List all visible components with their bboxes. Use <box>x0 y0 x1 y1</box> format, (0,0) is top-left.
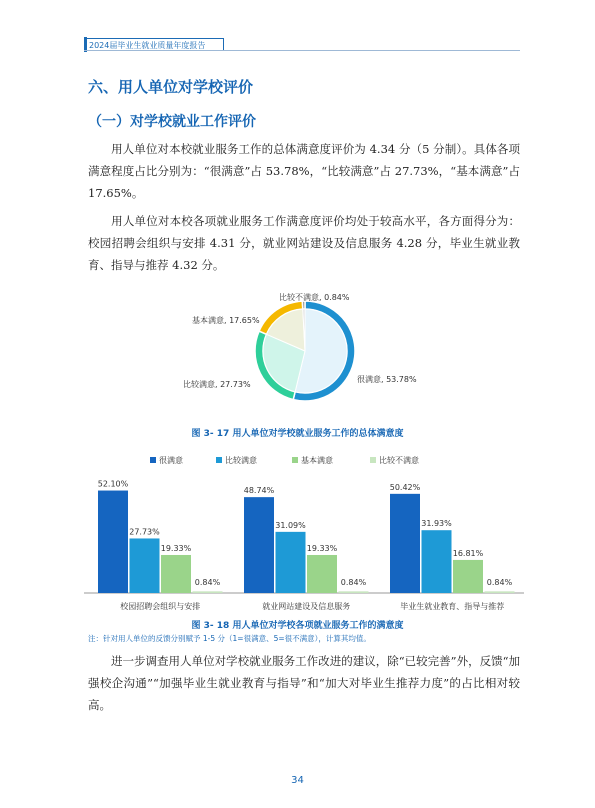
pie-label-3: 比较不满意, 0.84% <box>279 293 350 302</box>
bar-1-3 <box>339 591 369 593</box>
legend-swatch-0 <box>150 457 156 463</box>
bar-value-label-2-2: 16.81% <box>452 548 484 558</box>
paragraph-2-text: 用人单位对本校各项就业服务工作满意度评价均处于较高水平，各方面得分为：校园招聘会组织与安排 4.31 分，就业网站建设及信息服务 4.28 分，毕业生就业教育、指导与推荐 4.32 分。 <box>88 214 520 272</box>
pie-label-1: 比较满意, 27.73% <box>183 380 251 389</box>
bar-1-1 <box>276 532 306 593</box>
bar-0-2 <box>161 555 191 593</box>
figure-17-caption: 图 3- 17 用人单位对学校就业服务工作的总体满意度 <box>191 429 404 439</box>
category-label-2: 毕业生就业教育、指导与推荐 <box>400 602 505 611</box>
bar-0-1 <box>130 538 160 593</box>
legend-swatch-2 <box>292 457 298 463</box>
bar-value-label-2-1: 31.93% <box>421 519 452 529</box>
paragraph-2 <box>88 210 520 276</box>
bar-chart <box>84 450 524 615</box>
legend-label-3: 比较不满意 <box>379 456 419 465</box>
bar-value-label-0-2: 19.33% <box>160 543 192 553</box>
bar-value-label-1-0: 48.74% <box>243 486 275 496</box>
bar-value-label-0-3: 0.84% <box>194 578 221 587</box>
figure-note: 注：针对用人单位的反馈分别赋予 1-5 分（1=很满意、5=很不满意），计算其均值。 <box>88 634 371 643</box>
legend-label-0: 很满意 <box>159 456 183 465</box>
pie-slice-ring-3 <box>302 301 305 309</box>
bar-value-label-1-2: 19.33% <box>306 543 338 553</box>
bar-0-3 <box>193 591 223 593</box>
page-number: 34 <box>291 775 304 786</box>
category-label-1: 就业网站建设及信息服务 <box>262 602 351 611</box>
bar-value-label-2-3: 0.84% <box>486 578 513 587</box>
bar-value-label-2-0: 50.42% <box>389 482 421 492</box>
section-title: 六、用人单位对学校评价 <box>88 78 254 96</box>
paragraph-3 <box>88 650 520 716</box>
bar-2-0 <box>390 494 420 593</box>
legend-label-2: 基本满意 <box>301 456 333 465</box>
pie-chart-container <box>0 286 595 416</box>
section-subtitle: （一）对学校就业工作评价 <box>88 114 256 130</box>
paragraph-1 <box>88 138 520 204</box>
header-title: 2024届毕业生就业质量年度报告 <box>84 38 224 51</box>
bar-chart-container <box>84 450 524 615</box>
bar-1-0 <box>244 497 274 593</box>
bar-0-0 <box>98 491 128 593</box>
bar-value-label-0-1: 27.73% <box>129 527 160 537</box>
header-divider <box>84 50 520 51</box>
bar-1-2 <box>307 555 337 593</box>
bar-2-2 <box>453 560 483 593</box>
category-label-0: 校园招聘会组织与安排 <box>120 602 201 611</box>
bar-value-label-0-0: 52.10% <box>97 479 129 489</box>
legend-label-1: 比较满意 <box>225 456 257 465</box>
bar-2-3 <box>485 591 515 593</box>
legend-swatch-3 <box>370 457 376 463</box>
figure-18-caption: 图 3- 18 用人单位对学校各项就业服务工作的满意度 <box>191 621 404 631</box>
pie-label-2: 基本满意, 17.65% <box>192 316 260 325</box>
paragraph-1-text: 用人单位对本校就业服务工作的总体满意度评价为 4.34 分（5 分制）。具体各项满意程度占比分别为：“很满意”占 53.78%，“比较满意”占 27.73%，“基本满意”占 17.65%。 <box>88 142 520 200</box>
bar-value-label-1-1: 31.09% <box>275 520 306 530</box>
pie-label-0: 很满意, 53.78% <box>357 375 417 384</box>
bar-2-1 <box>422 530 452 593</box>
legend-swatch-1 <box>216 457 222 463</box>
paragraph-3-text: 进一步调查用人单位对学校就业服务工作改进的建议，除“已较完善”外，反馈“加强校企沟通”“加强毕业生就业教育与指导”和“加大对毕业生推荐力度”的占比相对较高。 <box>88 654 520 712</box>
pie-chart <box>0 286 595 416</box>
bar-value-label-1-3: 0.84% <box>340 578 367 587</box>
